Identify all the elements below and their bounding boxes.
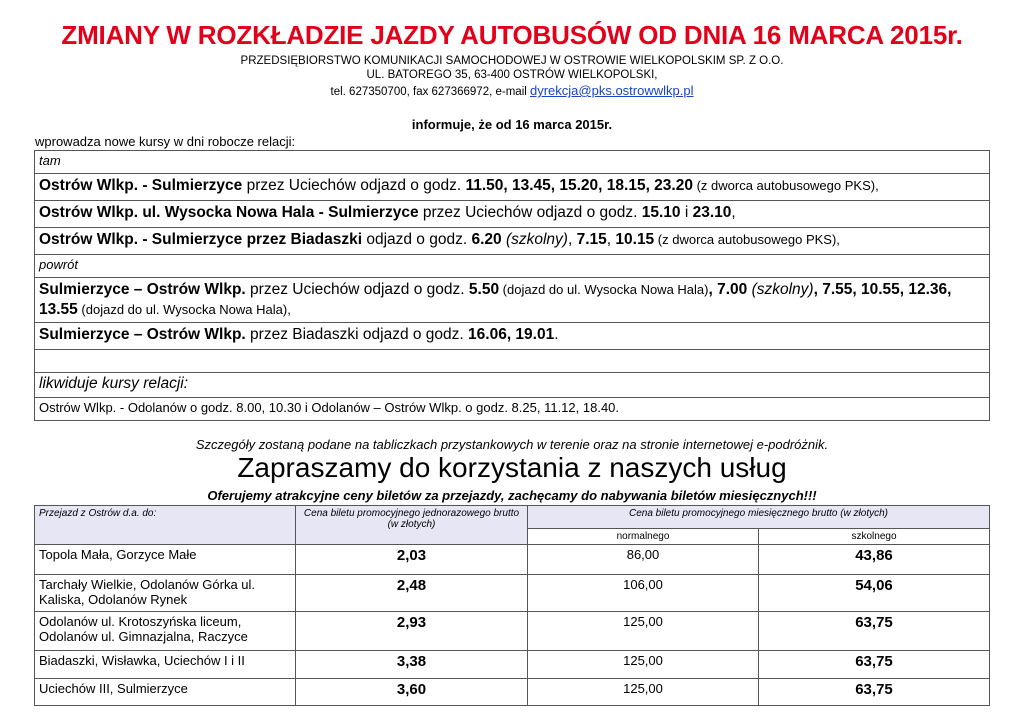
- route-row: [35, 278, 990, 323]
- route-time: 15.10: [641, 204, 681, 221]
- table-row: [35, 679, 990, 706]
- route-sep: ,: [606, 231, 616, 248]
- route-name: Sulmierzyce – Ostrów Wlkp.: [39, 281, 246, 298]
- destination: Uciechów III, Sulmierzyce: [35, 679, 296, 706]
- single-price: 3,60: [296, 679, 528, 706]
- route-name: Ostrów Wlkp. - Sulmierzyce przez Biadaszki: [39, 231, 363, 248]
- normal-price: 106,00: [528, 575, 759, 612]
- route-sep: i: [680, 204, 693, 221]
- liquidate-heading: likwiduje kursy relacji:: [35, 373, 990, 398]
- table-row: [35, 575, 990, 612]
- route-time: 10.15: [615, 231, 655, 248]
- route-row: [35, 201, 990, 228]
- normal-price: 125,00: [528, 679, 759, 706]
- header-school: szkolnego: [759, 529, 990, 545]
- offer-line: Oferujemy atrakcyjne ceny biletów za przejazdy, zachęcamy do nabywania biletów miesięcznych!!!: [207, 488, 817, 503]
- route-name: Ostrów Wlkp. - Sulmierzyce: [39, 177, 243, 194]
- single-price: 2,93: [296, 612, 528, 651]
- route-via: przez Biadaszki odjazd o godz.: [245, 326, 469, 343]
- normal-price: 86,00: [528, 545, 759, 575]
- school-price: 43,86: [759, 545, 990, 575]
- route-name: Ostrów Wlkp. ul. Wysocka Nowa Hala - Sulmierzyce: [39, 204, 419, 221]
- company-name: PRZEDSIĘBIORSTWO KOMUNIKACJI SAMOCHODOWEJ W OSTROWIE WIELKOPOLSKIM SP. Z O.O.: [240, 55, 784, 67]
- route-row: [35, 174, 990, 201]
- table-row: [35, 651, 990, 679]
- route-time: 5.50: [468, 281, 500, 298]
- header-normal: normalnego: [528, 529, 759, 545]
- route-note: (dojazd do ul. Wysocka Nowa Hala): [499, 282, 709, 297]
- prices-table: [34, 505, 990, 706]
- table-row: [35, 545, 990, 575]
- contact-text: tel. 627350700, fax 627366972, e-mail: [330, 86, 530, 98]
- route-note: (z dworca autobusowego PKS),: [654, 232, 840, 247]
- empty-row: [35, 350, 990, 373]
- destination: Tarchały Wielkie, Odolanów Górka ul. Kaliska, Odolanów Rynek: [35, 575, 296, 612]
- single-price: 3,38: [296, 651, 528, 679]
- destination: Topola Mała, Gorzyce Małe: [35, 545, 296, 575]
- route-note: (z dworca autobusowego PKS),: [692, 178, 879, 193]
- route-name: Sulmierzyce – Ostrów Wlkp.: [39, 326, 246, 343]
- normal-price: 125,00: [528, 651, 759, 679]
- route-note: (dojazd do ul. Wysocka Nowa Hala),: [77, 302, 291, 317]
- intro-line: wprowadza nowe kursy w dni robocze relacji:: [35, 134, 296, 149]
- table-row: [35, 612, 990, 651]
- route-times: , 7.55, 10.55, 12.36, 13.55: [39, 281, 952, 318]
- header-single: Cena biletu promocyjnego jednorazowego brutto (w złotych): [296, 506, 528, 545]
- school-label: (szkolny): [501, 231, 568, 248]
- route-via: odjazd o godz.: [362, 231, 472, 248]
- route-row: [35, 323, 990, 350]
- school-price: 63,75: [759, 679, 990, 706]
- invite-heading: Zapraszamy do korzystania z naszych usług: [237, 452, 787, 483]
- single-price: 2,48: [296, 575, 528, 612]
- route-times: 11.50, 13.45, 15.20, 18.15, 23.20: [465, 177, 693, 194]
- route-row: [35, 228, 990, 255]
- route-sep: ,: [731, 204, 736, 221]
- company-address: UL. BATOREGO 35, 63-400 OSTRÓW WIELKOPOLSKI,: [366, 69, 658, 81]
- header-route: Przejazd z Ostrów d.a. do:: [35, 506, 296, 545]
- destination: Odolanów ul. Krotoszyńska liceum, Odolanów ul. Gimnazjalna, Raczyce: [35, 612, 296, 651]
- header-monthly: Cena biletu promocyjnego miesięcznego brutto (w złotych): [528, 506, 990, 529]
- school-price: 54,06: [759, 575, 990, 612]
- school-label: (szkolny): [747, 281, 814, 298]
- normal-price: 125,00: [528, 612, 759, 651]
- route-via: przez Uciechów odjazd o godz.: [418, 204, 642, 221]
- company-contact: [0, 83, 1024, 98]
- route-time: , 7.00: [708, 281, 748, 298]
- school-price: 63,75: [759, 612, 990, 651]
- email-link[interactable]: dyrekcja@pks.ostrowwlkp.pl: [530, 83, 694, 98]
- route-sep: .: [554, 326, 559, 343]
- direction-powrot: powrót: [35, 255, 990, 278]
- destination: Biadaszki, Wisławka, Uciechów I i II: [35, 651, 296, 679]
- single-price: 2,03: [296, 545, 528, 575]
- direction-tam: tam: [35, 151, 990, 174]
- route-times: 16.06, 19.01: [468, 326, 555, 343]
- page-title: ZMIANY W ROZKŁADZIE JAZDY AUTOBUSÓW OD DNIA 16 MARCA 2015r.: [61, 20, 963, 50]
- route-sep: ,: [567, 231, 577, 248]
- route-via: przez Uciechów odjazd o godz.: [242, 177, 466, 194]
- route-time: 7.15: [576, 231, 607, 248]
- details-note: Szczegóły zostaną podane na tabliczkach przystankowych w terenie oraz na stronie internetowej e-podróżnik.: [195, 437, 829, 452]
- informs-line: informuje, że od 16 marca 2015r.: [411, 117, 613, 132]
- school-price: 63,75: [759, 651, 990, 679]
- route-time: 23.10: [692, 204, 732, 221]
- route-time: 6.20: [471, 231, 502, 248]
- routes-table: [34, 150, 990, 421]
- liquidated-routes: Ostrów Wlkp. - Odolanów o godz. 8.00, 10.30 i Odolanów – Ostrów Wlkp. o godz. 8.25, 11.12, 18.40.: [35, 398, 990, 421]
- route-via: przez Uciechów odjazd o godz.: [245, 281, 469, 298]
